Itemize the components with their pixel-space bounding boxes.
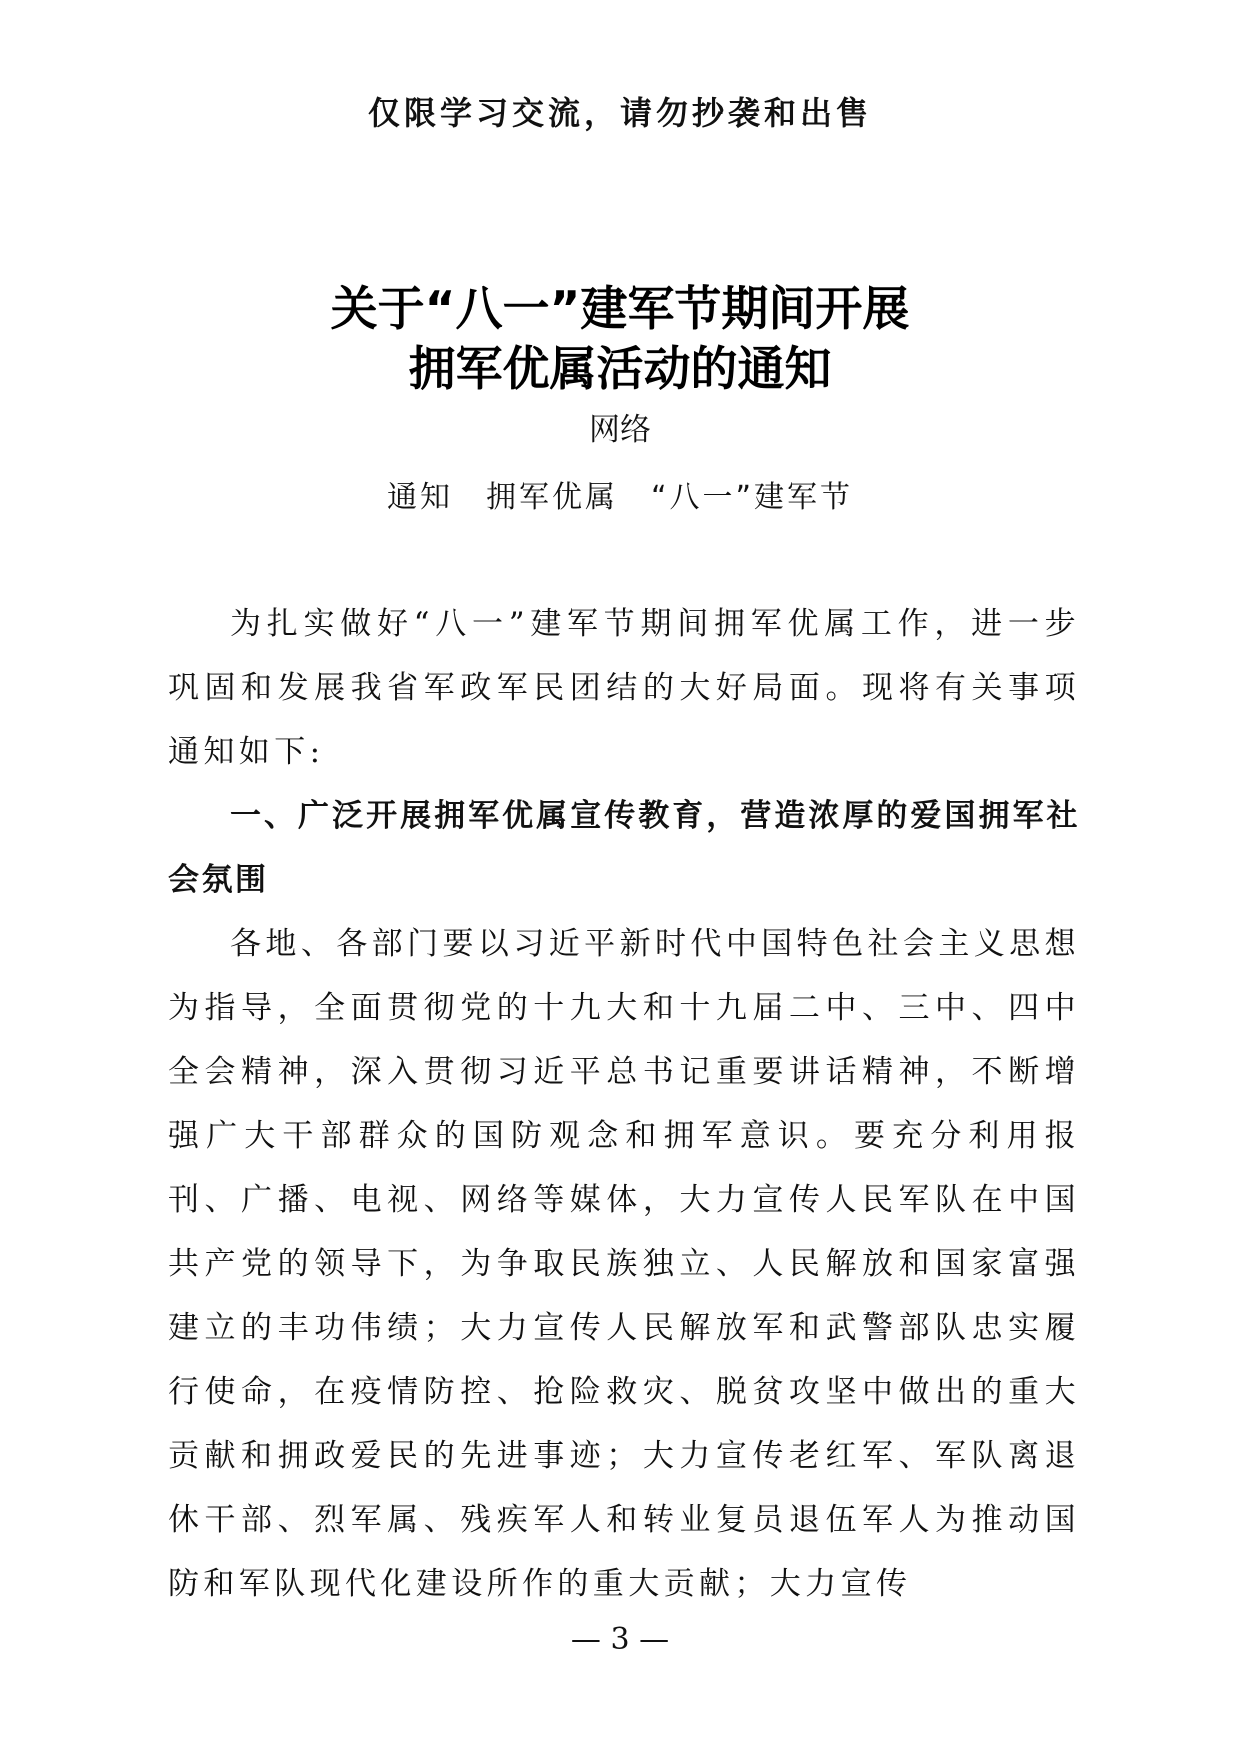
title-line-2: 拥军优属活动的通知 (408, 342, 832, 397)
author-line: 网络 (589, 412, 651, 448)
page-number: — 3 — (570, 1622, 670, 1657)
intro-paragraph: 为扎实做好“八一”建军节期间拥军优属工作，进一步巩固和发展我省军政军民团结的大好局面。现将有关事项通知如下: (168, 606, 1080, 770)
section-paragraph-1: 各地、各部门要以习近平新时代中国特色社会主义思想为指导，全面贯彻党的十九大和十九届二中、三中、四中全会精神，深入贯彻习近平总书记重要讲话精神，不断增强广大干部群众的国防观念和拥军意识。要充分利用报刊、广播、电视、网络等媒体，大力宣传人民军队在中国共产党的领导下，为争取民族独立、人民解放和国家富强建立的丰功伟绩；大力宣传人民解放军和武警部队忠实履行使命，在疫情防控、抢险救灾、脱贫攻坚中做出的重大贡献和拥政爱民的先进事迹；大力宣传老红军、军队离退休干部、烈军属、残疾军人和转业复员退伍军人为推动国防和军队现代化建设所作的重大贡献；大力宣传 (168, 926, 1080, 1602)
title-line-1: 关于“八一”建军节期间开展 (330, 282, 910, 337)
document-title (0, 280, 1240, 400)
body-text (168, 592, 1080, 1616)
section-heading-1: 一、广泛开展拥军优属宣传教育，营造浓厚的爱国拥军社会氛围 (168, 798, 1080, 898)
watermark-notice: 仅限学习交流，请勿抄袭和出售 (367, 94, 872, 132)
keywords-line: 通知 拥军优属 “八一”建军节 (386, 480, 854, 515)
